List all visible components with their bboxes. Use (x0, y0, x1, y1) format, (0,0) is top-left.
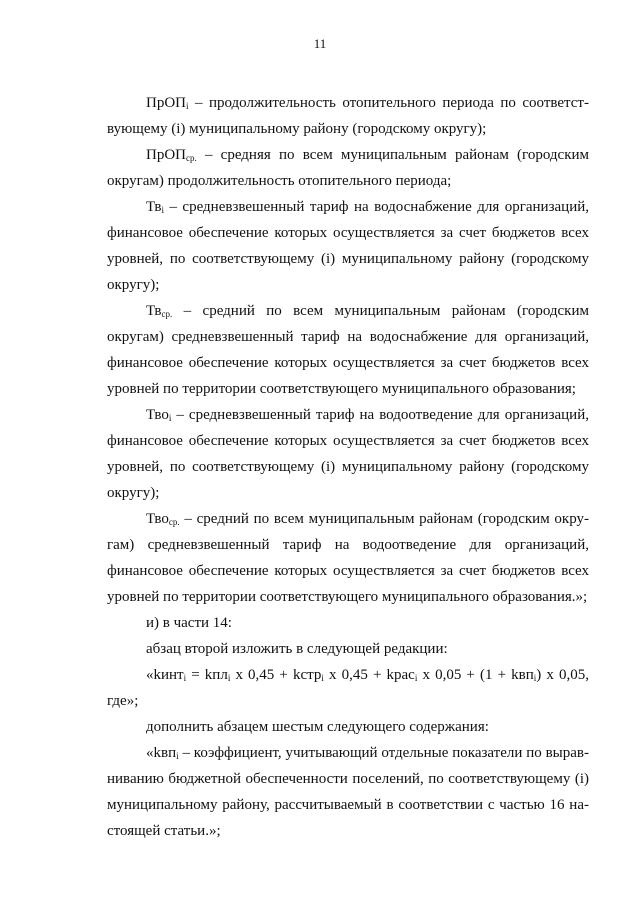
paragraph (107, 636, 589, 662)
term-subscript: ср. (168, 517, 180, 527)
page-number: 11 (313, 36, 327, 51)
body-text (107, 90, 589, 844)
subscript: i (176, 751, 179, 761)
paragraph-text: «kвп$_i$ – коэффициент, учитывающий отдельные показатели по выравниванию бюджетной обеспеченности поселений, по соответствующему (i) муниципальному району, рассчитываемый в соответствии с частью 16 настоящей статьи.»; (107, 745, 589, 839)
paragraph-text: – средневзвешенный тариф на водоотведение для организаций, финансовое обеспечение которых осуществляется за счет бюджетов всех уровней, по соответствующему (i) муниципальному району (городскому округу); (107, 407, 589, 501)
term: ПрОП (146, 147, 186, 163)
term: Тво (146, 407, 169, 423)
term-subscript: i (168, 413, 172, 423)
paragraph (107, 740, 589, 844)
paragraph (107, 506, 589, 610)
paragraph-text: абзац второй изложить в следующей редакции: (146, 641, 448, 657)
subscript: i (227, 673, 231, 683)
paragraph (107, 90, 589, 142)
paragraph-text: дополнить абзацем шестым следующего содержания: (146, 719, 489, 735)
paragraph (107, 142, 589, 194)
paragraph-text: – продолжительность отопительного периода по соответствующему (i) муниципальному району (городскому округу); (107, 95, 589, 137)
subscript: i (183, 673, 187, 683)
paragraph (107, 402, 589, 506)
paragraph-text: «kинт$_i$ = kпл$_i$ x 0,45 + kстр$_i$ x 0,45 + kрас$_i$ x 0,05 + (1 + kвп$_i$) x 0,05, где»; (107, 667, 589, 709)
subscript: i (321, 673, 324, 683)
paragraph-text: и) в части 14: (146, 615, 232, 631)
paragraph (107, 662, 589, 714)
subscript: i (414, 673, 418, 683)
term: Тво (146, 511, 169, 527)
paragraph (107, 714, 589, 740)
term-subscript: i (186, 101, 189, 111)
paragraph-text: – средневзвешенный тариф на водоснабжение для организаций, финансовое обеспечение которых осуществляется за счет бюджетов всех уровней, по соответствующему (i) муниципальному району (городскому округу); (107, 199, 589, 293)
paragraph-text: – средний по всем муниципальным районам (городским округам) средневзвешенный тариф на водоотведение для организаций, финансовое обеспечение которых осуществляется за счет бюджетов всех уровней по территории соответствующего муниципального образования.»; (107, 511, 589, 605)
paragraph (107, 298, 589, 402)
paragraph-text: – средний по всем муниципальным районам (городским округам) средневзвешенный тариф на водоснабжение для организаций, финансовое обеспечение которых осуществляется за счет бюджетов всех уровней по территории соответствующего муниципального образования; (107, 303, 589, 397)
term-subscript: ср. (161, 309, 173, 319)
term: ПрОП (146, 95, 186, 111)
term-subscript: i (161, 205, 165, 215)
term: Тв (146, 303, 162, 319)
term: Тв (146, 199, 162, 215)
paragraph (107, 610, 589, 636)
term-subscript: ср. (186, 153, 197, 163)
paragraph-text: – средняя по всем муниципальным районам (городским округам) продолжительность отопительного периода; (107, 147, 589, 189)
subscript: i (533, 673, 537, 683)
paragraph (107, 194, 589, 298)
